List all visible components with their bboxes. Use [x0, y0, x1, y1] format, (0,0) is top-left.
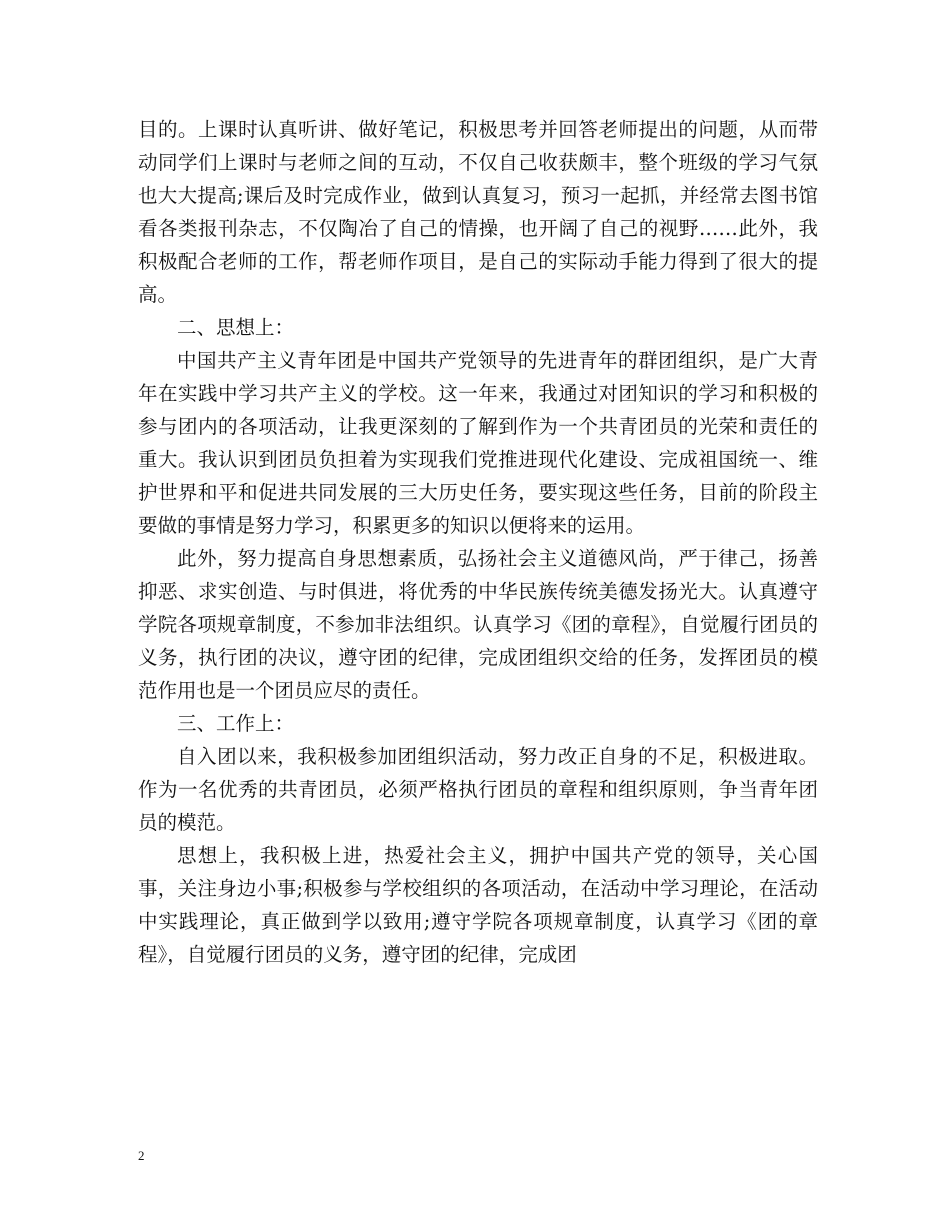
paragraph-since-joining: 自入团以来，我积极参加团组织活动，努力改正自身的不足，积极进取。作为一名优秀的共青团员，必须严格执行团员的章程和组织原则，争当青年团员的模范。 [138, 745, 818, 834]
paragraph-continuation: 目的。上课时认真听讲、做好笔记，积极思考并回答老师提出的问题，从而带动同学们上课时与老师之间的互动，不仅自己收获颇丰，整个班级的学习气氛也大大提高;课后及时完成作业，做到认真复习，预习一起抓，并经常去图书馆看各类报刊杂志，不仅陶冶了自己的情操，也开阔了自己的视野……此外，我积极配合老师的工作，帮老师作项目，是自己的实际动手能力得到了很大的提高。 [138, 118, 818, 306]
paragraph-moral-quality: 此外，努力提高自身思想素质，弘扬社会主义道德风尚，严于律己，扬善抑恶、求实创造、与时俱进，将优秀的中华民族传统美德发扬光大。认真遵守学院各项规章制度，不参加非法组织。认真学习《团的章程》，自觉履行团员的义务，执行团的决议，遵守团的纪律，完成团组织交给的任务，发挥团员的模范作用也是一个团员应尽的责任。 [138, 547, 818, 702]
section-heading-work: 三、工作上： [177, 712, 295, 735]
page-number: 2 [138, 1148, 145, 1163]
paragraph-thought-progress: 思想上，我积极上进，热爱社会主义，拥护中国共产党的领导，关心国事，关注身边小事;积极参与学校组织的各项活动，在活动中学习理论，在活动中实践理论，真正做到学以致用;遵守学院各项规章制度，认真学习《团的章程》，自觉履行团员的义务，遵守团的纪律，完成团 [138, 844, 818, 966]
section-heading-thought: 二、思想上： [177, 316, 295, 339]
document-body [138, 113, 818, 971]
paragraph-youth-league: 中国共产主义青年团是中国共产党领导的先进青年的群团组织，是广大青年在实践中学习共产主义的学校。这一年来，我通过对团知识的学习和积极的参与团内的各项活动，让我更深刻的了解到作为一个共青团员的光荣和责任的重大。我认识到团员负担着为实现我们党推进现代化建设、完成祖国统一、维护世界和平和促进共同发展的三大历史任务，要实现这些任务，目前的阶段主要做的事情是努力学习，积累更多的知识以便将来的运用。 [138, 349, 818, 537]
